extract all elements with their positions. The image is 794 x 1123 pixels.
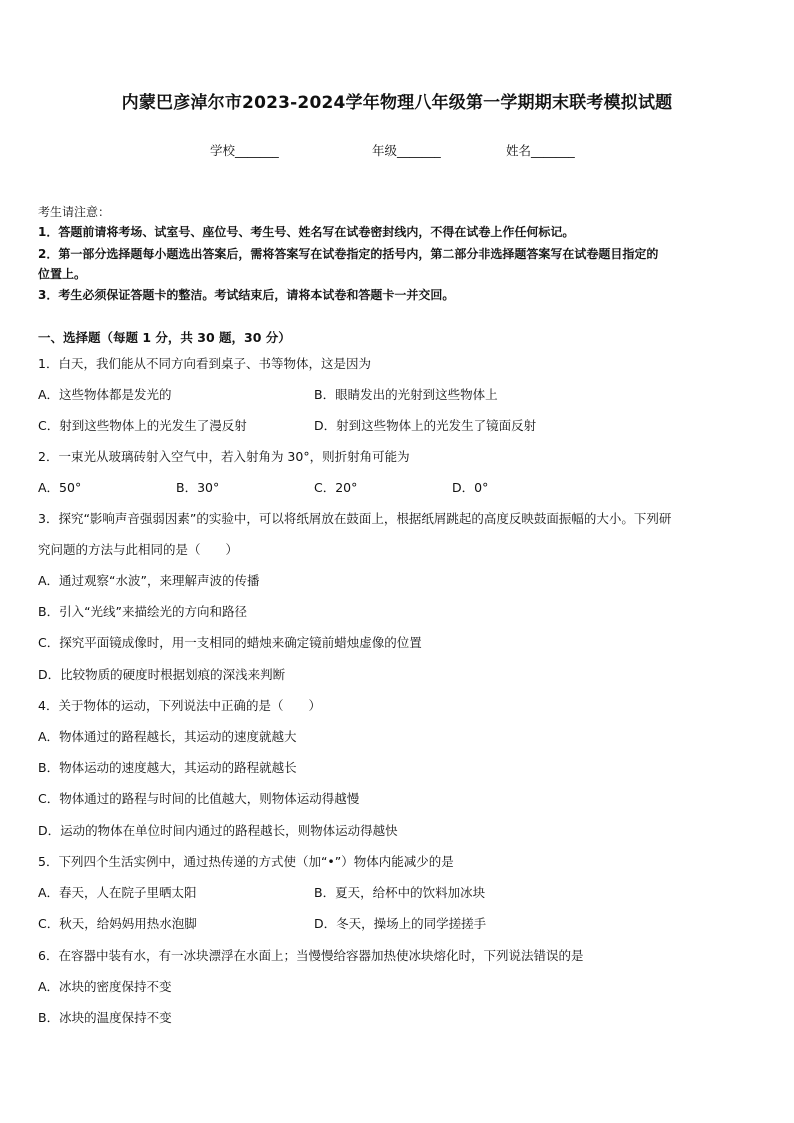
question-2-option-b: B．30° <box>176 480 220 495</box>
question-2-option-c: C．20° <box>314 480 358 495</box>
notice-item-2-cont: 位置上。 <box>38 267 87 281</box>
student-info <box>0 141 794 161</box>
notice-item-2: 2．第一部分选择题每小题选出答案后，需将答案写在试卷指定的括号内，第二部分非选择题答案写在试卷题目指定的 <box>38 247 659 261</box>
question-3-option-d: D．比较物质的硬度时根据划痕的深浅来判断 <box>38 667 286 682</box>
notice-heading: 考生请注意： <box>38 205 111 219</box>
question-2-option-a: A．50° <box>38 480 82 495</box>
question-5-option-b: B．夏天，给杯中的饮料加冰块 <box>314 885 486 900</box>
grade-field[interactable]: 年级_______ <box>372 143 441 158</box>
notice-item-3: 3．考生必须保证答题卡的整洁。考试结束后，请将本试卷和答题卡一并交回。 <box>38 288 455 302</box>
name-field[interactable]: 姓名_______ <box>506 143 575 158</box>
school-field[interactable]: 学校_______ <box>210 143 279 158</box>
question-3-option-c: C．探究平面镜成像时，用一支相同的蜡烛来确定镜前蜡烛虚像的位置 <box>38 635 422 650</box>
question-5-option-a: A．春天，人在院子里晒太阳 <box>38 885 197 900</box>
question-5-option-d: D．冬天，操场上的同学搓搓手 <box>314 916 487 931</box>
question-2-option-d: D．0° <box>452 480 489 495</box>
question-6-option-b: B．冰块的温度保持不变 <box>38 1010 172 1025</box>
question-1-option-b: B．眼睛发出的光射到这些物体上 <box>314 387 498 402</box>
question-3-option-a: A．通过观察“水波”，来理解声波的传播 <box>38 573 260 588</box>
question-5-stem: 5．下列四个生活实例中，通过热传递的方式使（加“•”）物体内能减少的是 <box>38 854 454 869</box>
question-6-stem: 6．在容器中装有水，有一冰块漂浮在水面上；当慢慢给容器加热使冰块熔化时，下列说法错误的是 <box>38 948 584 963</box>
question-3-option-b: B．引入“光线”来描绘光的方向和路径 <box>38 604 248 619</box>
notice-item-1: 1．答题前请将考场、试室号、座位号、考生号、姓名写在试卷密封线内，不得在试卷上作任何标记。 <box>38 225 575 239</box>
question-4-option-a: A．物体通过的路程越长，其运动的速度就越大 <box>38 729 297 744</box>
question-4-option-b: B．物体运动的速度越大，其运动的路程就越长 <box>38 760 297 775</box>
question-4-stem: 4．关于物体的运动，下列说法中正确的是（ ） <box>38 698 321 713</box>
question-1-stem: 1．白天，我们能从不同方向看到桌子、书等物体，这是因为 <box>38 356 371 371</box>
question-2-stem: 2．一束光从玻璃砖射入空气中，若入射角为 30°，则折射角可能为 <box>38 449 410 464</box>
question-3-stem-cont: 究问题的方法与此相同的是（ ） <box>38 542 239 557</box>
question-4-option-c: C．物体通过的路程与时间的比值越大，则物体运动得越慢 <box>38 791 360 806</box>
question-1-option-c: C．射到这些物体上的光发生了漫反射 <box>38 418 247 433</box>
question-1-option-d: D．射到这些物体上的光发生了镜面反射 <box>314 418 537 433</box>
section-heading: 一、选择题（每题 1 分，共 30 题，30 分） <box>38 330 291 345</box>
question-6-option-a: A．冰块的密度保持不变 <box>38 979 172 994</box>
question-3-stem: 3．探究“影响声音强弱因素”的实验中，可以将纸屑放在鼓面上，根据纸屑跳起的高度反映鼓面振幅的大小。下列研 <box>38 511 672 526</box>
question-1-option-a: A．这些物体都是发光的 <box>38 387 172 402</box>
question-4-option-d: D．运动的物体在单位时间内通过的路程越长，则物体运动得越快 <box>38 823 398 838</box>
question-5-option-c: C．秋天，给妈妈用热水泡脚 <box>38 916 197 931</box>
page-title: 内蒙巴彦淖尔市2023-2024学年物理八年级第一学期期末联考模拟试题 <box>121 93 673 113</box>
